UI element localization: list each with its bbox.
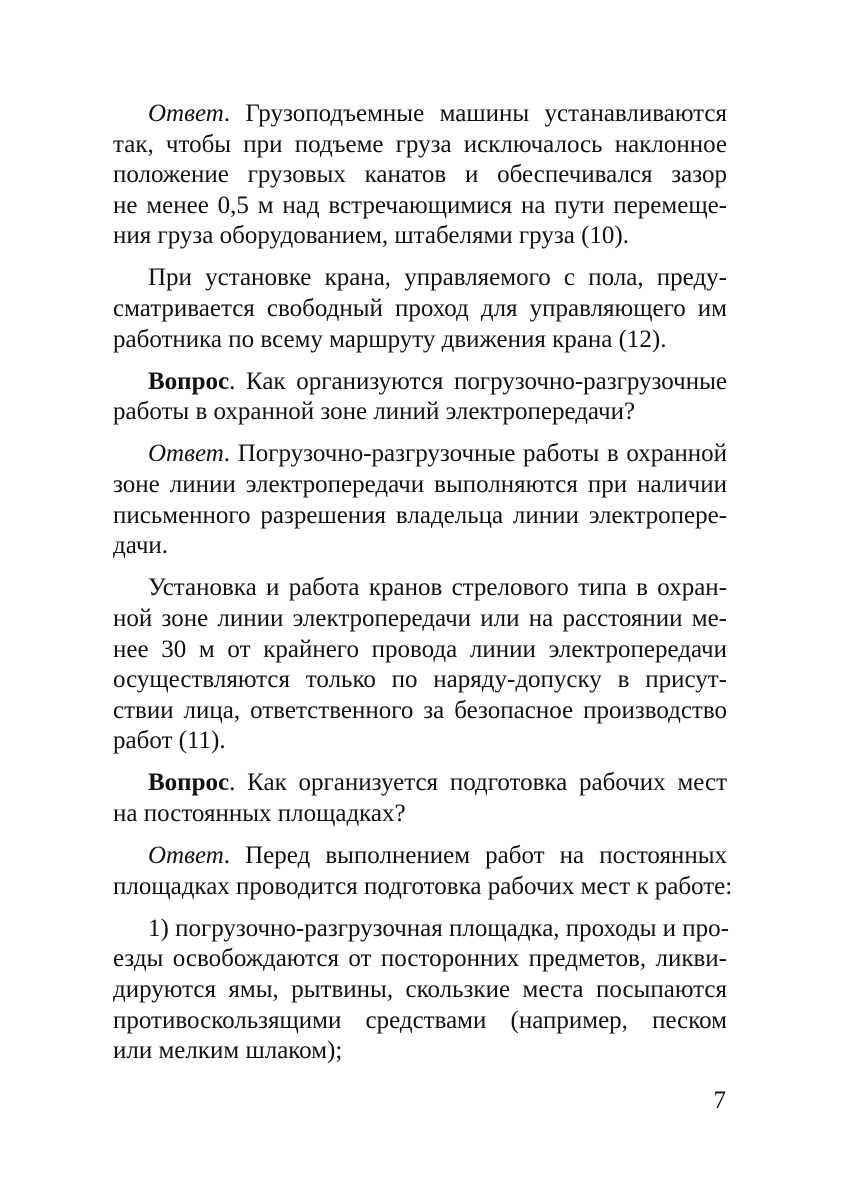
question-paragraph: [113, 367, 727, 428]
text-line: дачи.: [113, 532, 169, 560]
text-line: на постоянных площадках?: [113, 799, 406, 827]
text-line: нее 30 м от крайнего провода линии электропередачи: [113, 635, 727, 663]
text-line: или мелким шлаком);: [113, 1037, 343, 1065]
text-line: работника по всему маршруту движения крана (12).: [113, 325, 667, 353]
question-paragraph: [113, 768, 727, 829]
answer-paragraph: [113, 841, 733, 902]
text-line: Вопрос. Как организуется подготовка рабочих мест: [148, 769, 727, 797]
page-number: 7: [713, 1087, 726, 1114]
answer-paragraph: [113, 439, 727, 561]
text-line: Вопрос. Как организуются погрузочно-разгрузочные: [148, 367, 727, 395]
text-line: ния груза оборудованием, штабелями груза (10).: [113, 222, 629, 250]
text-line: площадках проводится подготовка рабочих мест к работе:: [113, 872, 733, 900]
text-line: ствии лица, ответственного за безопасное производство: [113, 696, 727, 724]
text-line: При установке крана, управляемого с пола, преду-: [148, 264, 727, 292]
text-line: письменного разрешения владельца линии электропере-: [113, 501, 727, 529]
text-line: работы в охранной зоне линий электропередачи?: [113, 398, 636, 426]
answer-label: Ответ: [148, 440, 224, 468]
text-line: Ответ. Перед выполнением работ на постоянных: [148, 842, 727, 870]
text-line: ной зоне линии электропередачи или на расстоянии ме-: [113, 604, 727, 632]
text-line: Ответ. Погрузочно-разгрузочные работы в охранной: [148, 440, 727, 468]
text-line: сматривается свободный проход для управляющего им: [113, 295, 727, 323]
text-line: зоне линии электропередачи выполняются при наличии: [113, 471, 727, 499]
text-line: не менее 0,5 м над встречающимися на пути перемеще-: [113, 191, 727, 219]
text-line: Установка и работа кранов стрелового типа в охран-: [148, 574, 727, 602]
page-body: [113, 99, 733, 1078]
text-line: осуществляются только по наряду-допуску в присут-: [113, 666, 727, 694]
body-paragraph: [113, 263, 727, 355]
text-line: Ответ. Грузоподъемные машины устанавливаются: [148, 100, 727, 127]
text-line: 1) погрузочно-разгрузочная площадка, проходы и про-: [148, 914, 729, 942]
text-line: так, чтобы при подъеме груза исключалось наклонное: [113, 130, 727, 158]
text-line: противоскользящими средствами (например, песком: [113, 1006, 727, 1034]
answer-paragraph: [113, 99, 727, 252]
text-line: положение грузовых канатов и обеспечивался зазор: [113, 161, 727, 189]
text-line: работ (11).: [113, 727, 226, 755]
text-line: езды освобождаются от посторонних предметов, ликви-: [113, 945, 727, 973]
list-item-paragraph: [113, 914, 727, 1067]
question-label: Вопрос: [148, 769, 230, 797]
text-line: дируются ямы, рытвины, скользкие места посыпаются: [113, 975, 727, 1003]
answer-label: Ответ: [148, 100, 224, 127]
answer-label: Ответ: [148, 842, 224, 870]
question-label: Вопрос: [148, 367, 230, 395]
body-paragraph: [113, 573, 727, 757]
